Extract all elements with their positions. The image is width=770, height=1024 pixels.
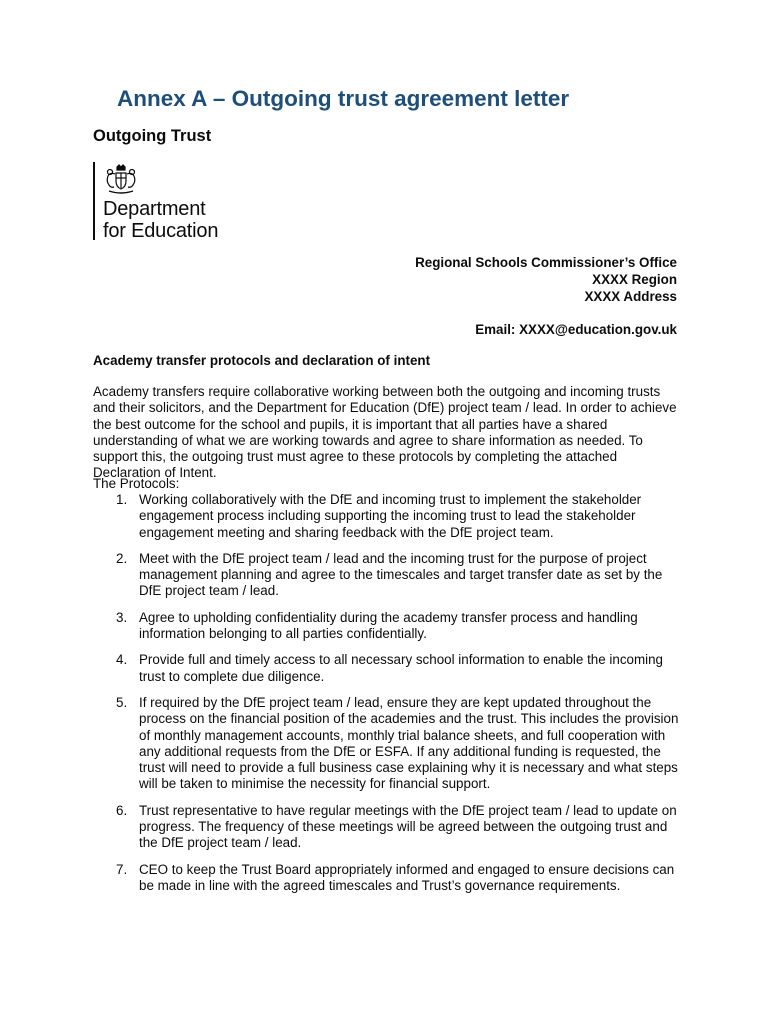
royal-coat-of-arms-icon [103, 164, 139, 196]
list-item [93, 652, 683, 685]
list-item-text: Provide full and timely access to all necessary school information to enable the incoming trust to complete due diligence. [139, 652, 663, 684]
address-email: Email: XXXX@education.gov.uk [475, 322, 677, 337]
list-item-number: 3. [116, 609, 128, 625]
list-item-number: 2. [116, 550, 128, 566]
list-item [93, 695, 683, 793]
protocols-label: The Protocols: [93, 476, 180, 491]
intro-paragraph: Academy transfers require collaborative working between both the outgoing and incoming trusts and their solicitors, and the Department for Education (DfE) project team / lead. In order to achieve the best outcome for the school and pupils, it is important that all parties have a shared understanding of what we are working towards and agree to share information as needed. To support this, the outgoing trust must agree to these protocols by completing the attached Declaration of Intent. [93, 384, 677, 481]
list-item-text: Meet with the DfE project team / lead and the incoming trust for the purpose of project management planning and agree to the timescales and target transfer date as set by the DfE project team / lead. [139, 550, 663, 599]
list-item-number: 6. [116, 802, 128, 818]
list-item [93, 492, 683, 541]
list-item-text: CEO to keep the Trust Board appropriately informed and engaged to ensure decisions can be made in line with the agreed timescales and Trust’s governance requirements. [139, 861, 675, 893]
list-item [93, 551, 683, 600]
protocol-list [93, 492, 683, 904]
logo-divider-bar [93, 162, 95, 240]
logo-wordmark [103, 198, 218, 242]
list-item-text: If required by the DfE project team / lead, ensure they are kept updated throughout the process on the financial position of the academies and the trust. This includes the provision of monthly management accounts, monthly trial balance sheets, and full cooperation with any additional requests from the DfE or ESFA. If any additional funding is requested, the trust will need to provide a full business case explaining why it is necessary and what steps will be taken to minimise the necessity for financial support. [139, 694, 679, 792]
list-item-number: 1. [116, 492, 128, 507]
list-item-text: Trust representative to have regular meetings with the DfE project team / lead to update on progress. The frequency of these meetings will be agreed between the outgoing trust and the DfE project team / lead. [139, 802, 677, 851]
list-item [93, 803, 683, 852]
list-item [93, 610, 683, 643]
logo-line-1: Department [103, 198, 206, 220]
dfe-logo [93, 162, 253, 242]
logo-line-2: for Education [103, 220, 219, 242]
list-item [93, 862, 683, 895]
list-item-number: 5. [116, 694, 128, 710]
list-item-number: 4. [116, 652, 128, 668]
list-item-text: Working collaboratively with the DfE and incoming trust to implement the stakeholder engagement process including supporting the incoming trust to lead the stakeholder engagement meeting and sharing feedback with the DfE project team. [139, 492, 642, 540]
list-item-number: 7. [116, 861, 128, 877]
address-block [415, 254, 677, 305]
address-street: XXXX Address [584, 289, 677, 304]
protocols-subheading: Academy transfer protocols and declaration of intent [93, 353, 431, 368]
address-region: XXXX Region [592, 272, 677, 287]
address-office: Regional Schools Commissioner’s Office [415, 255, 677, 270]
section-heading: Outgoing Trust [93, 127, 212, 145]
annex-title: Annex A – Outgoing trust agreement letter [117, 86, 570, 111]
list-item-text: Agree to upholding confidentiality during the academy transfer process and handling information belonging to all parties confidentially. [139, 609, 638, 642]
